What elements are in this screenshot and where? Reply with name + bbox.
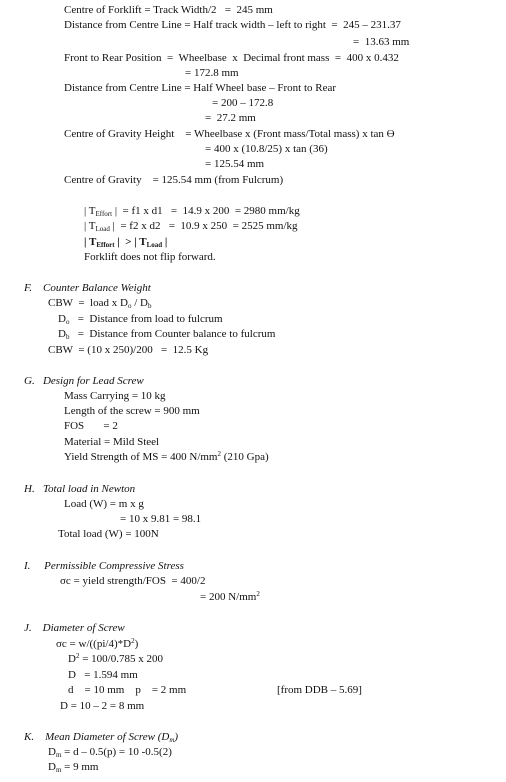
- text-line: = 10 x 9.81 = 98.1: [120, 513, 202, 525]
- text-line: Centre of Gravity Height = Wheelbase x (Front mass/Total mass) x tan Ɵ: [64, 128, 395, 140]
- formula-line: $D_o$ = Distance from load to fulcrum: [58, 313, 223, 326]
- text-line: = 13.63 mm: [353, 36, 410, 48]
- text-line: Material = Mild Steel: [64, 436, 160, 448]
- text-line: = 200 – 172.8: [212, 97, 274, 109]
- text-line: = 400 x (10.8/25) x tan (36): [205, 143, 328, 155]
- text-line: Forklift does not flip forward.: [84, 251, 216, 263]
- formula-line: $D_b$ = Distance from Counter balance to fulcrum: [58, 328, 276, 341]
- section-heading: J. Diameter of Screw: [24, 622, 125, 634]
- formula-line: $D_m = d - 0.5(p) = 10$ -0.5(2): [48, 746, 172, 759]
- text-line: d = 10 mm p = 2 mm: [68, 684, 187, 696]
- text-line: = 172.8 mm: [185, 67, 239, 79]
- section-heading: F. Counter Balance Weight: [24, 282, 151, 294]
- text-line: FOS = 2: [64, 420, 118, 432]
- torque-comparison-line: | $T_{Effort}$ | > | $T_{Load}$ |: [84, 236, 168, 249]
- torque-effort-line: | $T_{Effort}$ | = f1 x d1 = 14.9 x 200 = 2980 mm/kg: [84, 205, 300, 218]
- text-line: Length of the screw = 900 mm: [64, 405, 200, 417]
- formula-line: CBW = load x $D_o / D_b$: [48, 297, 152, 310]
- section-heading: G. Design for Lead Screw: [24, 375, 144, 387]
- text-line: Centre of Gravity = 125.54 mm (from Fulcrum): [64, 174, 284, 186]
- text-line: Load (W) = m x g: [64, 498, 144, 510]
- text-line: = 125.54 mm: [205, 158, 265, 170]
- formula-line: $D^2 = 100/0.785$ x 200: [68, 652, 163, 665]
- text-line: Centre of Forklift = Track Width/2 = 245 mm: [64, 4, 273, 16]
- text-line: Distance from Centre Line = Half Wheel base – Front to Rear: [64, 82, 337, 94]
- formula-line: $\sigma c = w/((pi/4)*D^2)$: [56, 637, 139, 650]
- formula-line: = 200 $N/mm^2$: [200, 590, 260, 603]
- text-line: = 27.2 mm: [205, 112, 256, 124]
- section-heading: K. Mean Diameter of Screw $(D_m)$: [24, 731, 179, 744]
- torque-load-line: | $T_{Load}$ | = f2 x d2 = 10.9 x 250 = 2525 mm/kg: [84, 220, 298, 233]
- text-line: D = 10 – 2 = 8 mm: [60, 700, 145, 712]
- text-line: Front to Rear Position = Wheelbase x Decimal front mass = 400 x 0.432: [64, 52, 399, 64]
- text-line: CBW = (10 x 250)/200 = 12.5 Kg: [48, 344, 209, 356]
- formula-line: $D_m = 9$ mm: [48, 761, 99, 774]
- text-line: Distance from Centre Line = Half track width – left to right = 245 – 231.37: [64, 19, 401, 31]
- section-heading: I. Permissible Compressive Stress: [24, 560, 184, 572]
- section-heading: H. Total load in Newton: [24, 483, 136, 495]
- text-line: σc = yield strength/FOS = 400/2: [60, 575, 206, 587]
- text-line: Mass Carrying = 10 kg: [64, 390, 166, 402]
- formula-line: Yield Strength of MS = 400 $N/mm^2$ (210 Gpa): [64, 450, 269, 463]
- text-line: D = 1.594 mm: [68, 669, 138, 681]
- text-line: Total load (W) = 100N: [58, 528, 159, 540]
- reference-note: [from DDB – 5.69]: [277, 684, 362, 696]
